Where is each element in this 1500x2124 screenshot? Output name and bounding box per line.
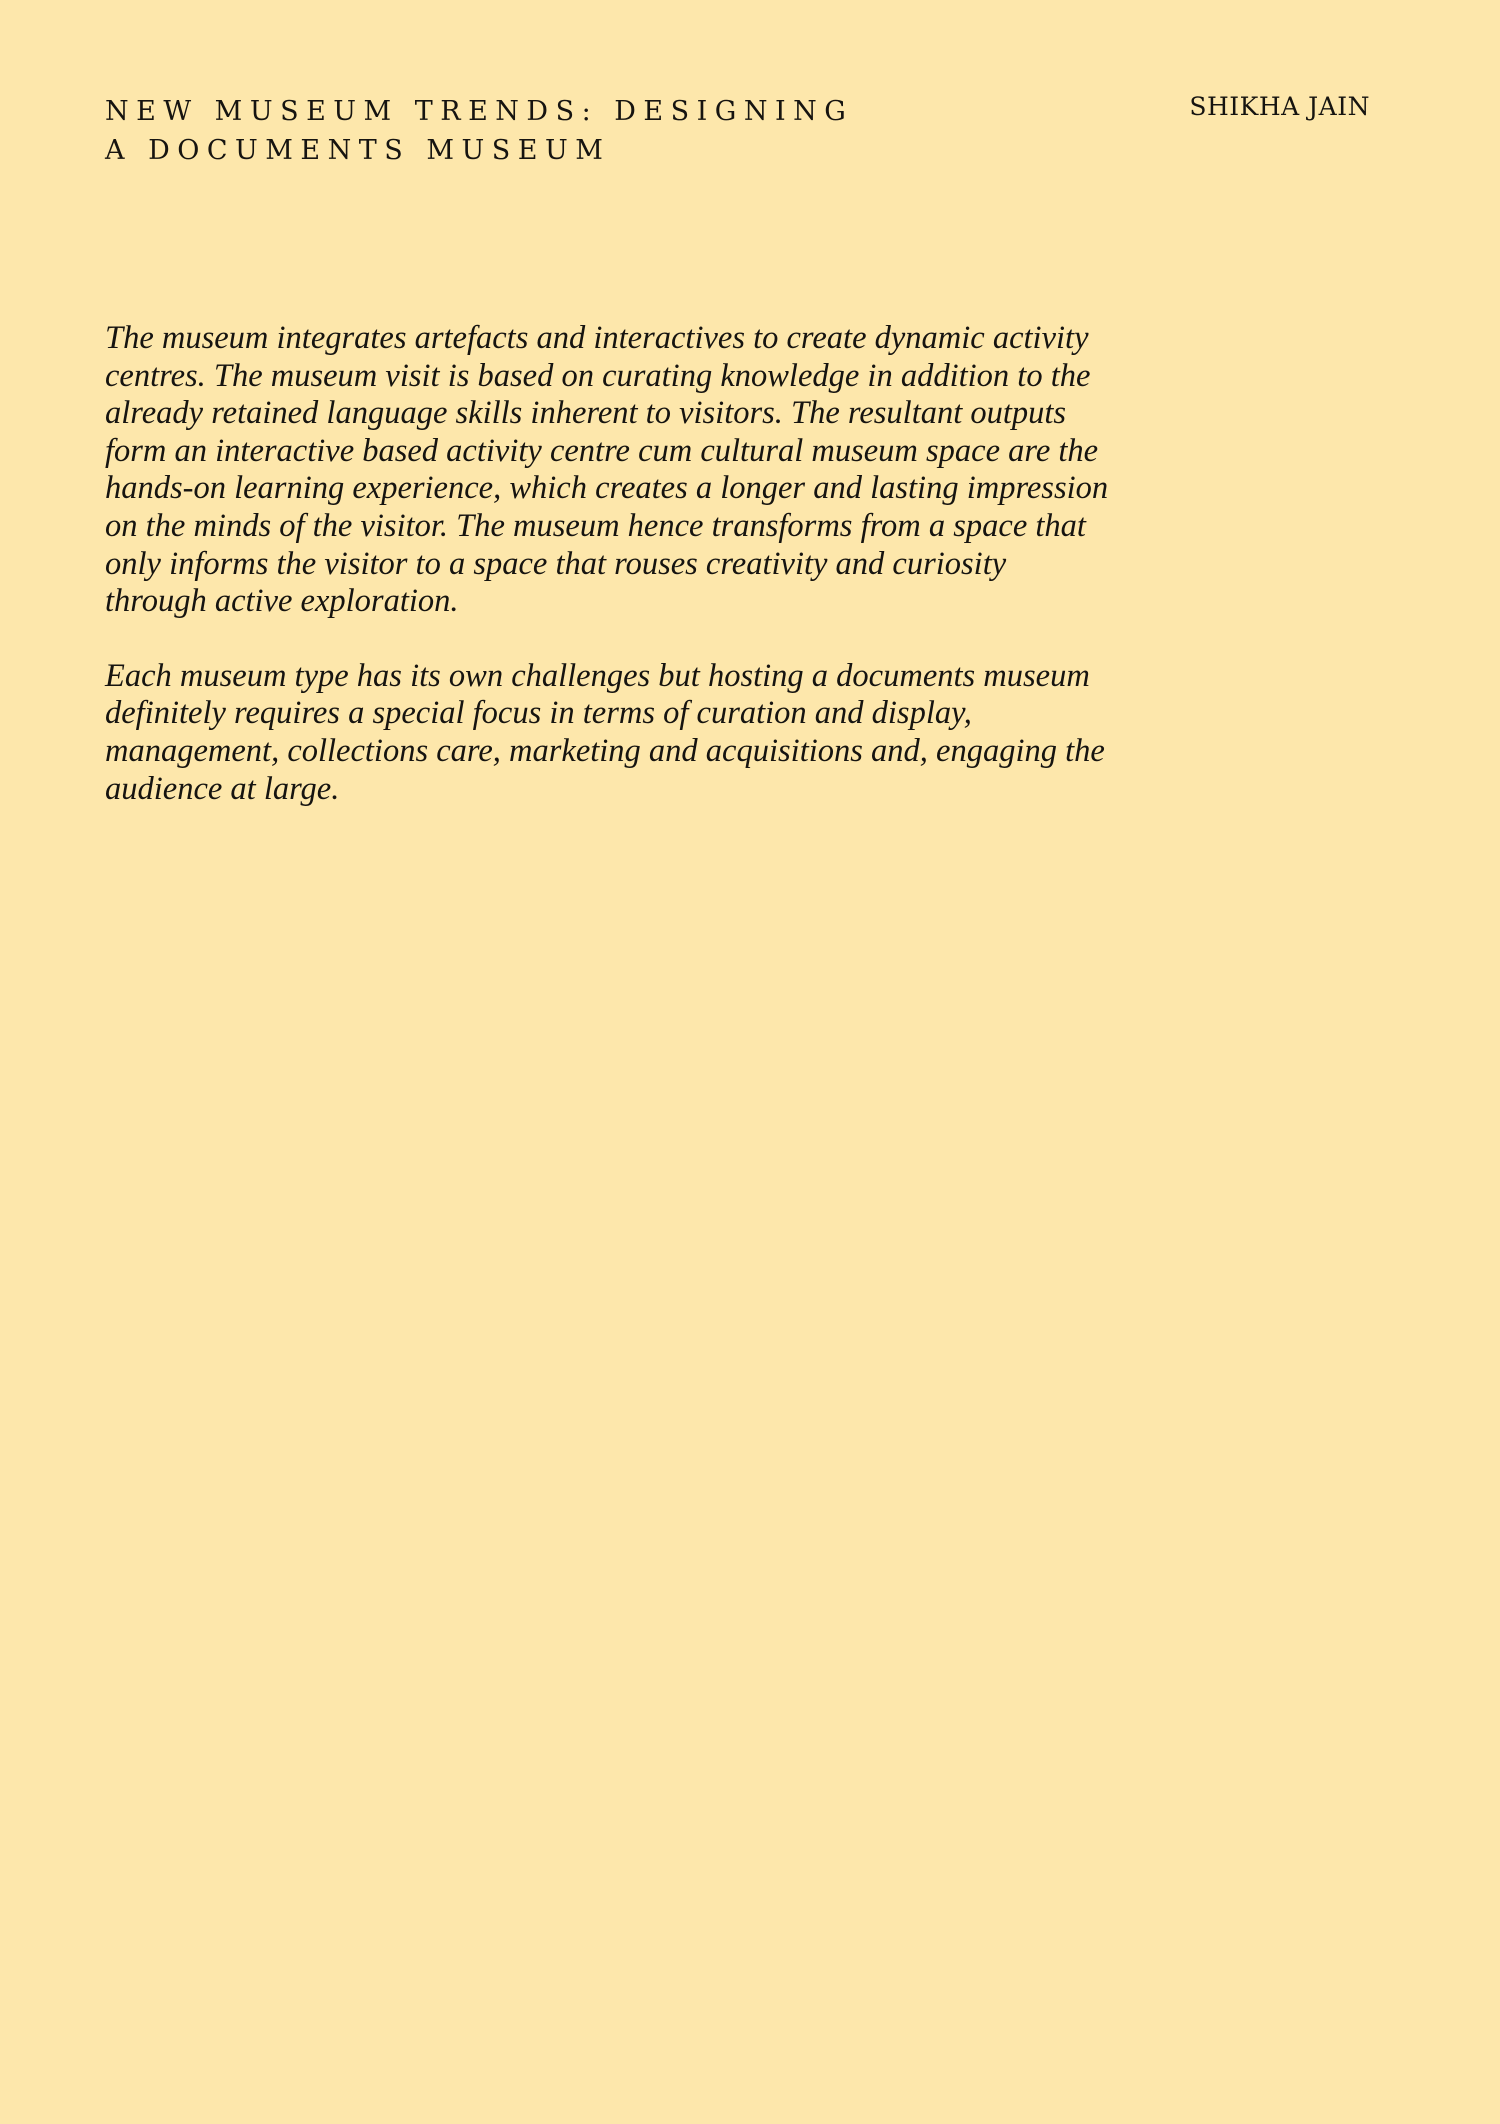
running-title-line-1: NEW MUSEUM TRENDS: DESIGNING [105,96,854,127]
body-text [105,320,1115,845]
paragraph-2: Each museum type has its own challenges but hosting a documents museum definitely requires a special focus in terms of curation and display, management, collections care, marketing and acquisitions and, engaging the audience at large. [105,657,1105,807]
running-title [105,92,865,170]
paragraph-1: The museum integrates artefacts and interactives to create dynamic activity centres. The museum visit is based on curating knowledge in addition to the already retained language skills inherent to visitors. The resultant outputs form an interactive based activity centre cum cultural museum space are the hands-on learning experience, which creates a longer and lasting impression on the minds of the visitor. The museum hence transforms from a space that only informs the visitor to a space that rouses creativity and curiosity through active exploration. [105,320,1109,620]
running-title-line-2: A DOCUMENTS MUSEUM [105,135,611,166]
author-name: SHIKHA JAIN [1189,92,1370,121]
